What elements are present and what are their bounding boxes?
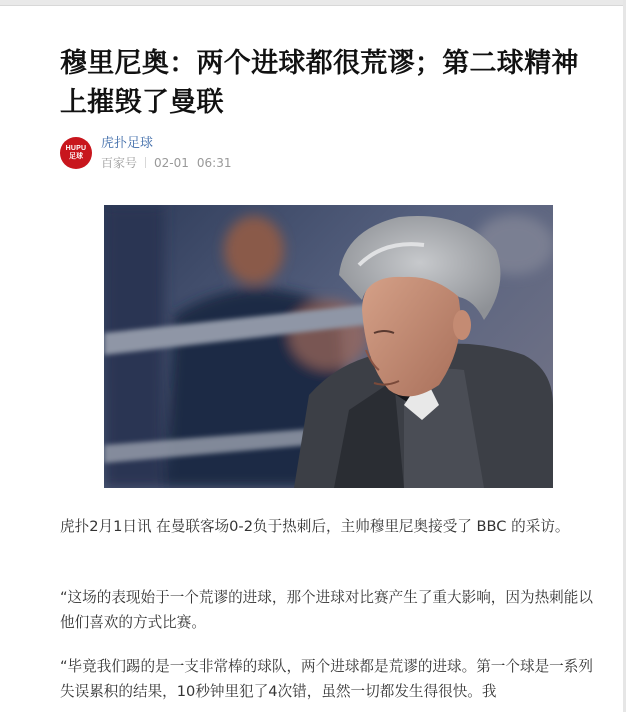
paragraph: “这场的表现始于一个荒谬的进球，那个进球对比赛产生了重大影响，因为热刺能以他们喜欢的方式比赛。 [60,589,593,631]
meta-divider [145,157,146,168]
paragraph: 虎扑2月1日讯 在曼联客场0-2负于热刺后，主帅穆里尼奥接受了 BBC 的采访。 [60,518,570,535]
hupu-logo-icon[interactable] [60,137,92,169]
article-title: 穆里尼奥：两个进球都很荒谬；第二球精神上摧毁了曼联 [60,48,579,118]
publish-time: 06:31 [196,156,232,170]
paragraph: “毕竟我们踢的是一支非常棒的球队，两个进球都是荒谬的进球。第一个球是一系列失误累积的结果，10秒钟里犯了4次错，虽然一切都发生得很快。我 [60,658,593,700]
top-border [0,0,626,6]
logo-text-bottom: 足球 [69,153,83,160]
coach-photo-icon [104,205,553,488]
publish-date: 02-01 [154,156,189,170]
author-name-link[interactable]: 虎扑足球 [101,136,154,151]
source-label: 百家号 [101,156,138,170]
author-meta [101,155,231,171]
logo-text-top: HUPU [65,145,87,152]
article-photo [104,205,553,488]
